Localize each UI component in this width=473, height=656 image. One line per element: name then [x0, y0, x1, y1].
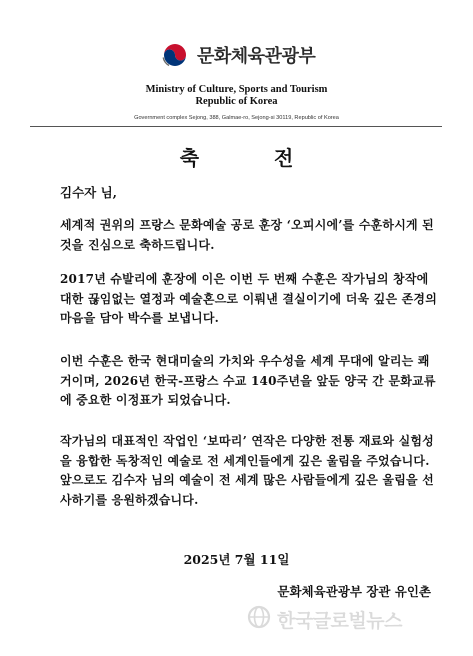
paragraph: 세계적 권위의 프랑스 문화예술 공로 훈장 ‘오피시에’를 수훈하시게 된 것을 진심으로 축하드립니다.	[60, 218, 434, 252]
document-title: 축 전	[179, 146, 328, 170]
watermark-text: 한국글로벌뉴스	[277, 610, 402, 632]
ministry-name-en-line1: Ministry of Culture, Sports and Tourism	[145, 84, 328, 95]
ministry-name-en-line2: Republic of Korea	[195, 96, 278, 107]
ministry-name-en	[0, 84, 473, 108]
salutation: 김수자 님,	[60, 185, 118, 200]
paragraph: 이번 수훈은 한국 현대미술의 가치와 우수성을 세계 무대에 알리는 쾌거이며, 2026년 한국-프랑스 수교 140주년을 앞둔 양국 간 문화교류에 중요한 이정표가 되었습니다.	[60, 354, 436, 408]
letterhead	[0, 0, 473, 135]
signature: 문화체육관광부 장관 유인촌	[277, 584, 431, 599]
header-divider	[30, 126, 442, 127]
paragraph: 작가님의 대표적인 작업인 ‘보따리’ 연작은 다양한 전통 재료와 실험성을 융합한 독창적인 예술로 전 세계인들에게 깊은 울림을 주었습니다. 앞으로도 김수자 님의 예술이 전 세계 많은 사람들에게 깊은 울림을 선사하기를 응원하겠습니다.	[60, 434, 434, 507]
letter-date: 2025년 7월 11일	[183, 552, 290, 567]
paragraph: 2017년 슈발리에 훈장에 이은 이번 두 번째 수훈은 작가님의 창작에 대한 끊임없는 열정과 예술혼으로 이뤄낸 결실이기에 더욱 깊은 존경의 마음을 담아 박수를 보냅니다.	[60, 272, 437, 326]
watermark	[245, 598, 465, 638]
ministry-address: Government complex Sejong, 388, Galmae-ro, Sejong-si 30119, Republic of Korea	[134, 115, 339, 121]
globe-logo-icon	[247, 605, 271, 629]
ministry-name-ko: 문화체육관광부	[197, 46, 316, 67]
taegeuk-emblem-icon	[160, 40, 190, 70]
